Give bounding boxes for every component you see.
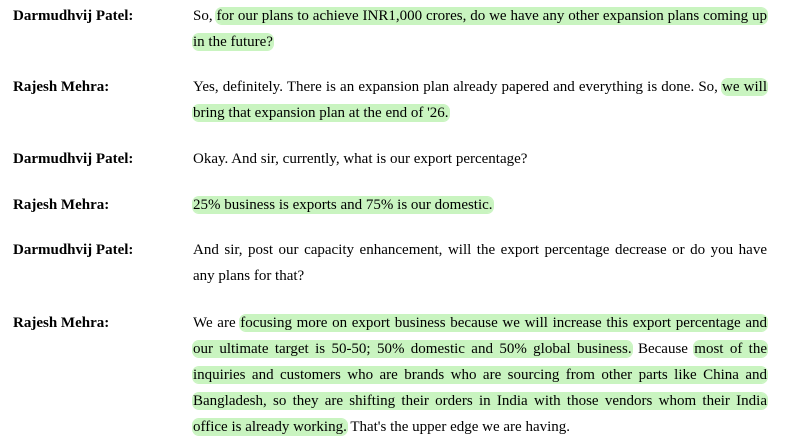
speaker-name: Darmudhvij Patel: — [13, 8, 134, 24]
highlighted-text: most of the inquiries and customers who are brands who are sourcing from other parts like China and Bangladesh, so they are shifting their orders in India with those vendors whom their India office is already working. — [193, 341, 767, 435]
speaker-name: Darmudhvij Patel: — [13, 151, 134, 167]
text-segment: So, — [193, 8, 217, 24]
highlighted-text: for our plans to achieve INR1,000 crores, do we have any other expansion plans coming up in the future? — [193, 8, 768, 50]
speaker-name: Rajesh Mehra: — [13, 315, 110, 331]
speaker-name: Rajesh Mehra: — [13, 79, 110, 95]
speaker-name: Rajesh Mehra: — [13, 197, 110, 213]
utterance-text — [193, 192, 767, 218]
utterance-text — [193, 74, 767, 126]
text-segment: Okay. And sir, currently, what is our export percentage? — [193, 151, 528, 167]
highlighted-text: 25% business is exports and 75% is our domestic. — [193, 197, 493, 213]
utterance-text — [193, 146, 767, 172]
utterance-text — [193, 3, 767, 55]
highlighted-text: focusing more on export business because we will increase this export percentage and our ultimate target is 50-50; 50% domestic and 50% global business. — [193, 315, 767, 357]
text-segment: And sir, post our capacity enhancement, will the export percentage decrease or do you have any plans for that? — [193, 242, 767, 284]
speaker-name: Darmudhvij Patel: — [13, 242, 134, 258]
text-segment: Because — [631, 341, 695, 357]
utterance-text — [193, 237, 767, 289]
utterance-text — [193, 310, 767, 440]
text-segment: That's the upper edge we are having. — [346, 419, 571, 435]
text-segment: We are — [193, 315, 241, 331]
highlighted-text: we will bring that expansion plan at the end of '26. — [193, 79, 767, 121]
text-segment: Yes, definitely. There is an expansion plan already papered and everything is done. So, — [193, 79, 723, 95]
